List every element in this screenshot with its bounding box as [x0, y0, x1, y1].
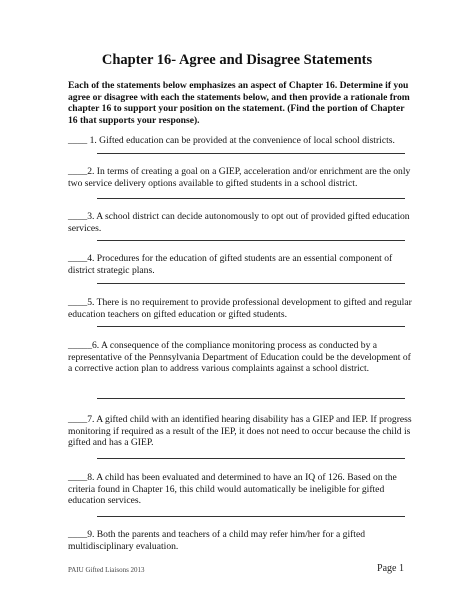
- statement-2: ____2. In terms of creating a goal on a GIEP, acceleration and/or enrichment are the only two service delivery options available to gifted students in a school district.: [68, 166, 411, 189]
- answer-line-1[interactable]: [97, 153, 405, 154]
- answer-line-4[interactable]: [97, 283, 405, 284]
- statement-3: ____3. A school district can decide autonomously to opt out of provided gifted education services.: [68, 211, 410, 234]
- answer-line-3[interactable]: [97, 240, 405, 241]
- statement-6: _____6. A consequence of the compliance monitoring process as conducted by a representative of the Pennsylvania Department of Education could be the development of a corrective action plan to address various complaints against a school district.: [68, 340, 411, 375]
- statement-1: ____ 1. Gifted education can be provided at the convenience of local school districts.: [68, 135, 395, 146]
- answer-line-8[interactable]: [97, 516, 405, 517]
- footer-organization: PAIU Gifted Liaisons 2013: [68, 566, 145, 574]
- statement-9: ____9. Both the parents and teachers of a child may refer him/her for a gifted multidisciplinary evaluation.: [68, 529, 366, 552]
- statement-4: ____4. Procedures for the education of gifted students are an essential component of district strategic plans.: [68, 253, 393, 276]
- page-number: Page 1: [377, 563, 404, 574]
- answer-line-6[interactable]: [97, 398, 405, 399]
- page-title: Chapter 16- Agree and Disagree Statements: [101, 52, 373, 68]
- answer-line-5[interactable]: [97, 326, 405, 327]
- answer-line-2[interactable]: [97, 198, 405, 199]
- instructions: Each of the statements below emphasizes an aspect of Chapter 16. Determine if you agree or disagree with each the statements below, and then provide a rationale from chapter 16 to support your position on the statement. (Find the portion of Chapter 16 that supports your response).: [68, 80, 410, 126]
- statement-7: ____7. A gifted child with an identified hearing disability has a GIEP and IEP. If progress monitoring if required as a result of the IEP, it does not need to occur because the child is gifted and has a GIEP.: [68, 414, 412, 449]
- answer-line-7[interactable]: [97, 458, 405, 459]
- statement-5: ____5. There is no requirement to provide professional development to gifted and regular education teachers on gifted education or gifted students.: [68, 297, 412, 320]
- statement-8: ____8. A child has been evaluated and determined to have an IQ of 126. Based on the criteria found in Chapter 16, this child would automatically be ineligible for gifted education services.: [68, 472, 397, 507]
